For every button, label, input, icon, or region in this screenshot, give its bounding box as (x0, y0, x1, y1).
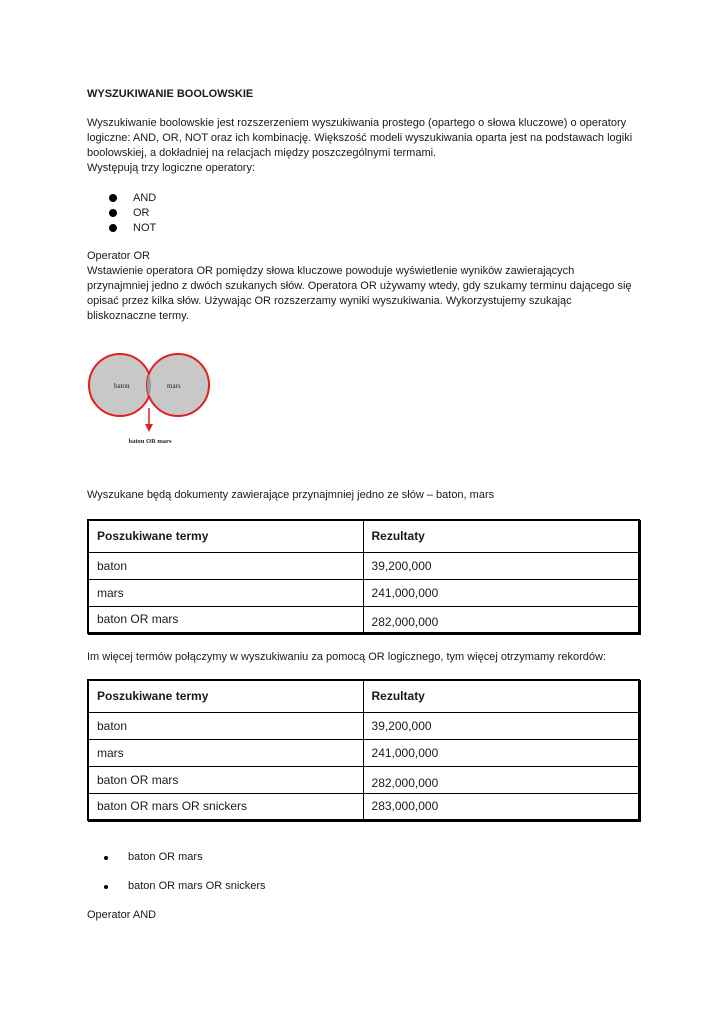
table-row (88, 552, 639, 579)
table-cell: 241,000,000 (363, 739, 639, 766)
table-cell: baton OR mars OR snickers (88, 793, 363, 820)
bullet-dot (109, 209, 117, 217)
table-header: Rezultaty (363, 680, 639, 712)
bullet-dot (109, 194, 117, 202)
table-cell: 282,000,000 (363, 766, 639, 793)
document-page: WYSZUKIWANIE BOOLOWSKIE Wyszukiwanie boolowskie jest rozszerzeniem wyszukiwania prostego (opartego o słowa kluczowe) o operatory logiczne: AND, OR, NOT oraz ich kombinację. Większość modeli wyszukiwania oparta jest na podstawach logiki boolowskiej, a dokładniej na relacjach między poszczególnymi termami. Występują trzy logiczne operatory: AND OR NOT Operator OR Wstawienie operatora OR pomiędzy słowa kluczowe powoduje wyświetlenie wyników zawierających przynajmniej jedno z dwóch szukanych słów. Operatora OR używamy wtedy, gdy szukamy terminu dającego się opisać przez kilka słów. Używając OR rozszerzamy wyniki wyszukiwania. Wykorzystujemy szukając bliskoznaczne termy. baton mars baton OR mars Wyszukane będą dokumenty zawierające przynajmniej jedno ze słów – baton, mars Poszukiwane termy Rezultaty baton 39,200,000 mars 241,000,000 baton OR mars 282,000,000 Im więcej termów połączymy w wyszukiwaniu za pomocą OR logicznego, tym więcej otrzymamy rekordów: Poszukiwane termy Rezultaty baton 39,200,000 mars 241,000,000 baton OR mars 282,000,000 baton OR mars OR snickers 283,000,000 baton OR mars baton OR mars OR snickers Operator AND (0, 0, 725, 1024)
venn-left-label: baton (114, 382, 130, 390)
table-cell: mars (88, 739, 363, 766)
intro-line: logiczne: AND, OR, NOT oraz ich kombinację. Większość modeli wyszukiwania oparta jest na podstawach logiki (87, 132, 633, 144)
intro-line: Wyszukiwanie boolowskie jest rozszerzeniem wyszukiwania prostego (opartego o słowa kluczowe) o operatory (87, 117, 627, 129)
intro-line: Występują trzy logiczne operatory: (87, 162, 256, 174)
or-line: Wstawienie operatora OR pomiędzy słowa kluczowe powoduje wyświetlenie wyników zawierających (87, 265, 575, 277)
bullet-dot (109, 224, 117, 232)
table-cell: 39,200,000 (363, 712, 639, 739)
table-header-row (88, 520, 639, 552)
table-header: Poszukiwane termy (88, 520, 363, 552)
list-item: OR (109, 206, 156, 221)
table-row (88, 793, 639, 820)
results-table-2 (87, 679, 640, 821)
table-row (88, 606, 639, 633)
sentence-one: Wyszukane będą dokumenty zawierające przynajmniej jedno ze słów – baton, mars (87, 489, 495, 501)
venn-diagram (86, 352, 216, 452)
sentence-two: Im więcej termów połączymy w wyszukiwaniu za pomocą OR logicznego, tym więcej otrzymamy rekordów: (87, 651, 606, 663)
bullet-dot (104, 885, 108, 889)
table-header: Poszukiwane termy (88, 680, 363, 712)
table-cell: 241,000,000 (363, 579, 639, 606)
table-cell: mars (88, 579, 363, 606)
venn-right-label: mars (167, 382, 181, 390)
intro-paragraph (87, 116, 639, 176)
list-item: NOT (109, 221, 156, 236)
table-cell: 283,000,000 (363, 793, 639, 820)
list-item: AND (109, 191, 156, 206)
table-cell: 282,000,000 (363, 606, 639, 633)
or-heading: Operator OR (87, 250, 150, 262)
results-table-1 (87, 519, 640, 634)
intro-line: boolowskiej, a dokładniej na relacjach między poszczególnymi termami. (87, 147, 437, 159)
table-row (88, 712, 639, 739)
or-paragraph (87, 264, 639, 324)
table-row (88, 766, 639, 793)
table-header: Rezultaty (363, 520, 639, 552)
table-header-row (88, 680, 639, 712)
table-row (88, 579, 639, 606)
table-cell: 39,200,000 (363, 552, 639, 579)
bullet-dot (104, 856, 108, 860)
and-heading: Operator AND (87, 909, 157, 921)
table-row (88, 739, 639, 766)
or-line: bliskoznaczne termy. (87, 310, 189, 322)
or-line: opisać przez kilka słów. Używając OR rozszerzamy wyniki wyszukiwania. Wykorzystujemy szukając (87, 295, 572, 307)
table-cell: baton (88, 712, 363, 739)
operators-list (109, 191, 156, 236)
table-cell: baton OR mars (88, 766, 363, 793)
or-line: przynajmniej jedno z dwóch szukanych słów. Operatora OR używamy wtedy, gdy szukamy terminu dającego się (87, 280, 632, 292)
venn-caption: baton OR mars (128, 438, 172, 445)
venn-arrow-head (145, 424, 153, 432)
table-cell: baton (88, 552, 363, 579)
table-cell: baton OR mars (88, 606, 363, 633)
document-title: WYSZUKIWANIE BOOLOWSKIE (87, 88, 254, 100)
